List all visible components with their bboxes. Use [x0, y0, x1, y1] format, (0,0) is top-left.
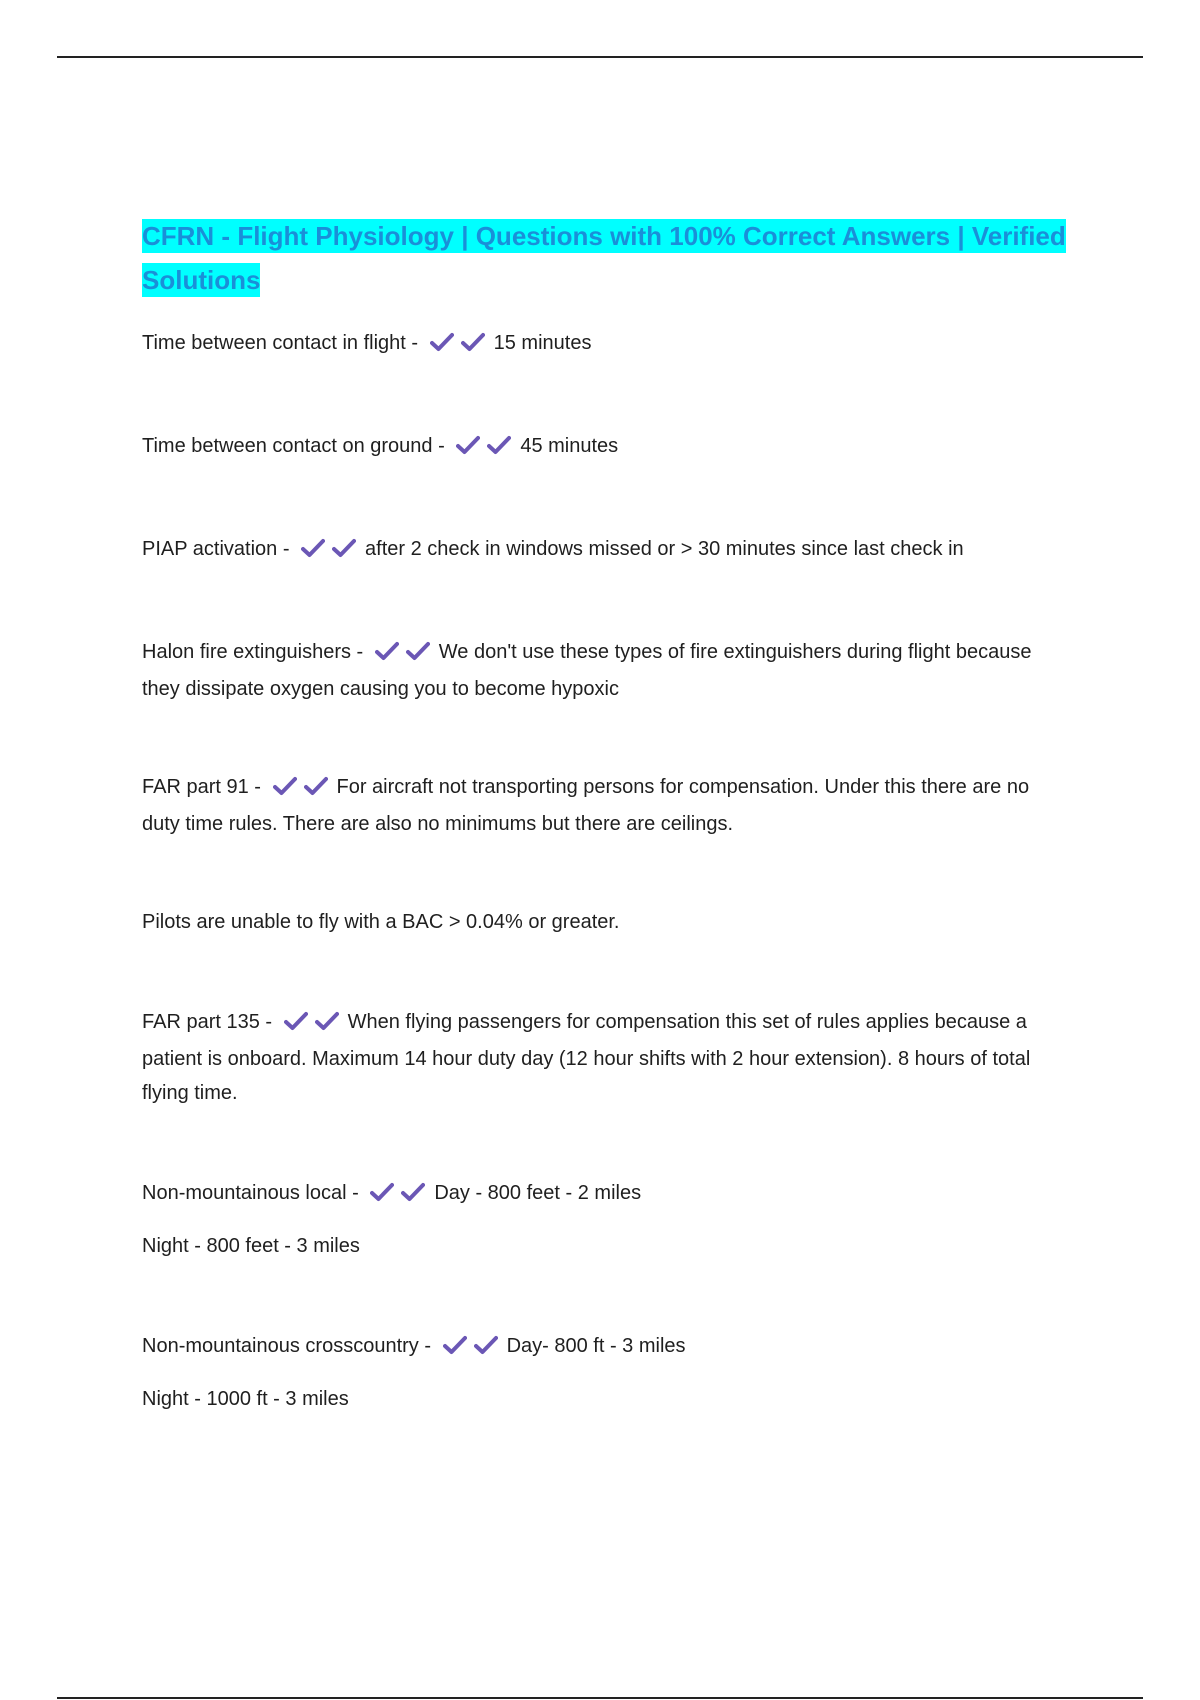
qa-term: FAR part 135 [142, 1011, 260, 1033]
check-icon [456, 435, 480, 455]
check-icon [304, 776, 328, 796]
double-check-icon [443, 1332, 505, 1366]
qa-item: Non-mountainous crosscountry - Day- 800 ft - 3 miles [142, 1329, 1072, 1366]
qa-term: Time between contact on ground [142, 435, 433, 457]
qa-item: FAR part 135 - When flying passengers for compensation this set of rules applies because a patient is onboard. Maximum 14 hour duty day (12 hour shifts with 2 hour extension). 8 hours of total flying time. [142, 1005, 1072, 1110]
check-icon [430, 332, 454, 352]
check-icon [301, 538, 325, 558]
check-icon [284, 1011, 308, 1031]
qa-answer: after 2 check in windows missed or > 30 minutes since last check in [365, 538, 964, 560]
check-icon [474, 1335, 498, 1355]
double-check-icon [375, 638, 437, 672]
check-icon [406, 641, 430, 661]
document-body [142, 214, 1072, 1416]
qa-answer: Day - 800 feet - 2 miles [434, 1182, 642, 1204]
check-icon [375, 641, 399, 661]
qa-answer: For aircraft not transporting persons for compensation. Under this there are no duty time rules. There are also no minimums but there are ceilings. [142, 776, 1030, 835]
qa-answer: 15 minutes [493, 332, 592, 354]
qa-item: FAR part 91 - For aircraft not transporting persons for compensation. Under this there are no duty time rules. There are also no minimums but there are ceilings. [142, 770, 1072, 841]
check-icon [401, 1182, 425, 1202]
double-check-icon [430, 329, 492, 363]
qa-answer: When flying passengers for compensation this set of rules applies because a patient is onboard. Maximum 14 hour duty day (12 hour shifts with 2 hour extension). 8 hours of total flying time. [142, 1011, 1031, 1104]
qa-item: Time between contact in flight - 15 minutes [142, 326, 1072, 363]
qa-answer: We don't use these types of fire extinguishers during flight because they dissipate oxygen causing you to become hypoxic [142, 641, 1032, 700]
qa-term: Non-mountainous local [142, 1182, 347, 1204]
check-icon [370, 1182, 394, 1202]
qa-answer: Day- 800 ft - 3 miles [506, 1335, 686, 1357]
check-icon [332, 538, 356, 558]
check-icon [487, 435, 511, 455]
qa-answer: 45 minutes [520, 435, 619, 457]
qa-answer-line2: Night - 1000 ft - 3 miles [142, 1388, 349, 1410]
check-icon [315, 1011, 339, 1031]
double-check-icon [273, 773, 335, 807]
double-check-icon [301, 535, 363, 569]
document-title: CFRN - Flight Physiology | Questions with 100% Correct Answers | Verified Solutions [142, 221, 1066, 295]
double-check-icon [370, 1179, 432, 1213]
qa-item: Non-mountainous local - Day - 800 feet - 2 miles [142, 1176, 1072, 1213]
check-icon [443, 1335, 467, 1355]
double-check-icon [456, 432, 518, 466]
qa-term: Time between contact in flight [142, 332, 406, 354]
header-rule [57, 56, 1143, 58]
check-icon [273, 776, 297, 796]
qa-term: PIAP activation [142, 538, 278, 560]
qa-item: Halon fire extinguishers - We don't use these types of fire extinguishers during flight because they dissipate oxygen causing you to become hypoxic [142, 635, 1072, 706]
check-icon [461, 332, 485, 352]
qa-item: Time between contact on ground - 45 minutes [142, 429, 1072, 466]
qa-term: Halon fire extinguishers [142, 641, 351, 663]
qa-term: Non-mountainous crosscountry [142, 1335, 419, 1357]
statement: Pilots are unable to fly with a BAC > 0.04% or greater. [142, 911, 620, 933]
footer-rule [57, 1697, 1143, 1699]
qa-answer-line2: Night - 800 feet - 3 miles [142, 1235, 360, 1257]
qa-term: FAR part 91 [142, 776, 249, 798]
qa-item: PIAP activation - after 2 check in windows missed or > 30 minutes since last check in [142, 532, 1072, 569]
double-check-icon [284, 1008, 346, 1042]
